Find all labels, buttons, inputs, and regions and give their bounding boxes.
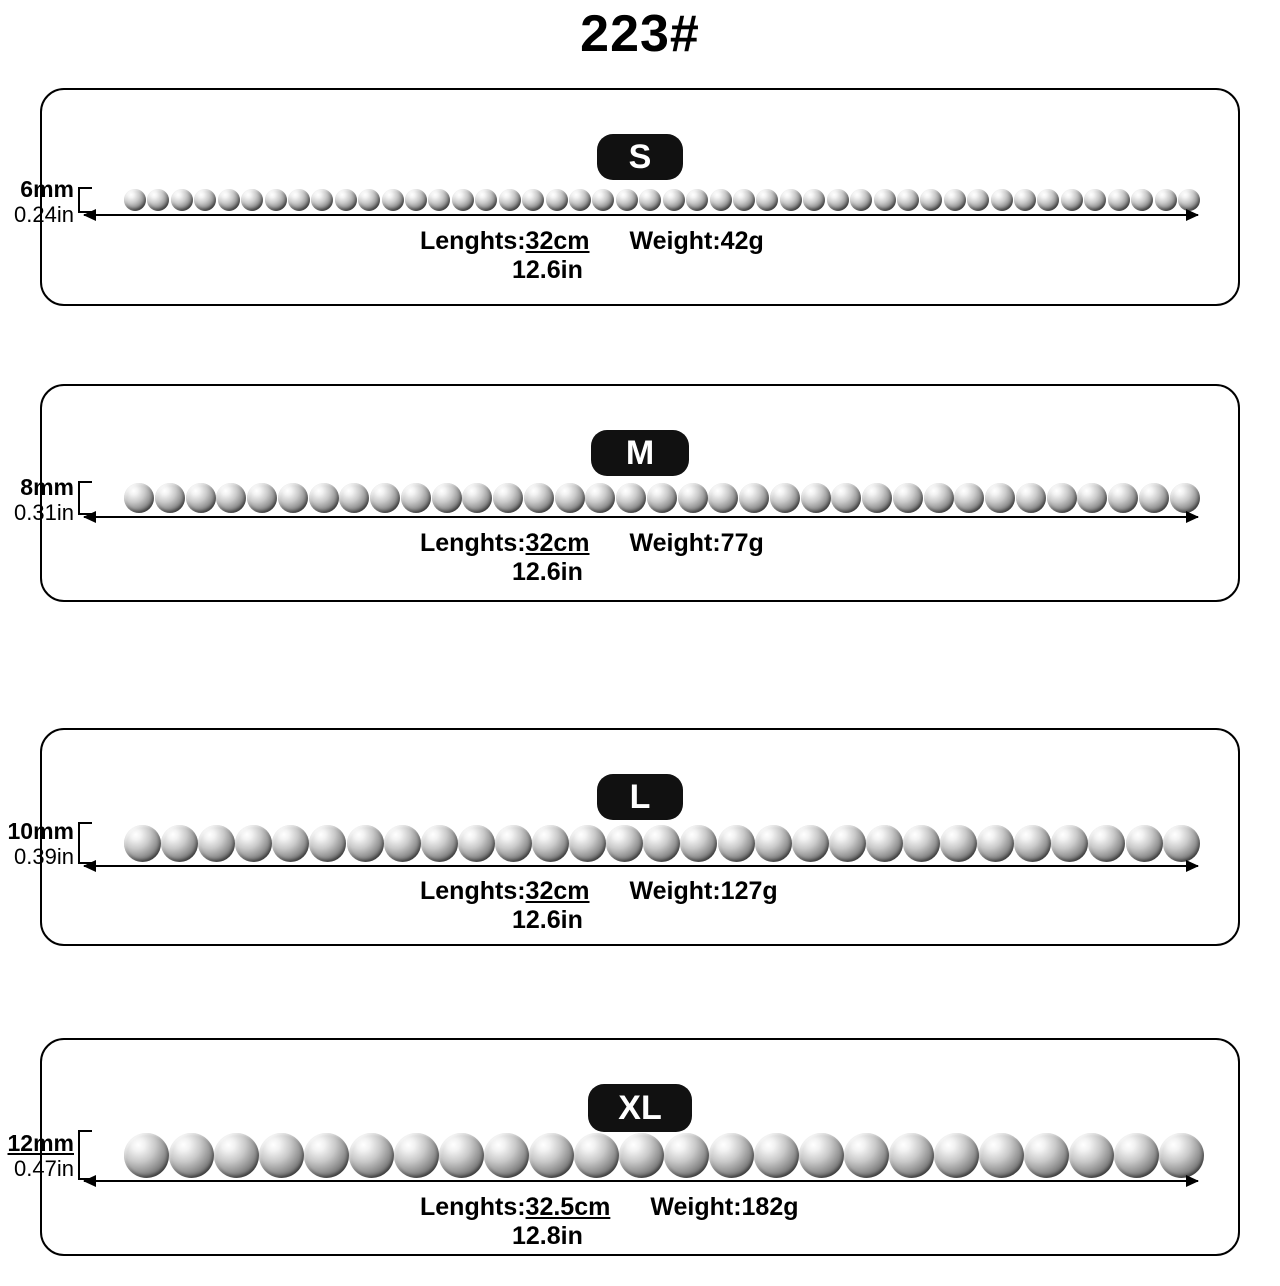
bead xyxy=(214,1133,259,1178)
length-label-l: Lenghts: xyxy=(420,877,526,905)
bead xyxy=(920,189,942,211)
bead xyxy=(680,825,717,862)
bead xyxy=(862,483,892,513)
bead xyxy=(1163,825,1200,862)
bead xyxy=(710,189,732,211)
bead xyxy=(569,825,606,862)
bead xyxy=(335,189,357,211)
diameter-in-label-s: 0.24in xyxy=(14,202,74,227)
bead-chain-s xyxy=(124,186,1200,214)
bead xyxy=(606,825,643,862)
bead xyxy=(194,189,216,211)
bead xyxy=(866,825,903,862)
bead xyxy=(1014,825,1051,862)
bead xyxy=(1178,189,1200,211)
bead xyxy=(934,1133,979,1178)
bead xyxy=(585,483,615,513)
bead xyxy=(1051,825,1088,862)
bead xyxy=(686,189,708,211)
length-in-m: 12.6in xyxy=(512,558,583,586)
bead xyxy=(241,189,263,211)
bead xyxy=(592,189,614,211)
bead xyxy=(309,825,346,862)
bead xyxy=(304,1133,349,1178)
diameter-in-label-m: 0.31in xyxy=(14,500,74,525)
bead xyxy=(755,825,792,862)
length-cm-m: 32cm xyxy=(525,529,590,557)
bead xyxy=(171,189,193,211)
size-badge-xl: XL xyxy=(588,1084,692,1132)
bead xyxy=(639,189,661,211)
bead xyxy=(1159,1133,1204,1178)
bead xyxy=(247,483,277,513)
bead xyxy=(1077,483,1107,513)
diameter-mm-label-l: 10mm xyxy=(7,818,74,844)
bead-chain-xl xyxy=(124,1129,1200,1181)
bead xyxy=(574,1133,619,1178)
bead xyxy=(309,483,339,513)
bead xyxy=(1069,1133,1114,1178)
bead xyxy=(924,483,954,513)
page-title: 223# xyxy=(580,5,700,63)
diameter-caliper-xl xyxy=(78,1130,92,1180)
bead xyxy=(1088,825,1125,862)
bead xyxy=(1047,483,1077,513)
bead xyxy=(347,825,384,862)
bead xyxy=(903,825,940,862)
bead xyxy=(944,189,966,211)
bead xyxy=(844,1133,889,1178)
bead xyxy=(977,825,1014,862)
length-in-xl: 12.8in xyxy=(512,1222,583,1250)
bead xyxy=(569,189,591,211)
bead xyxy=(756,189,778,211)
bead xyxy=(124,825,161,862)
bead xyxy=(1114,1133,1159,1178)
bead xyxy=(663,189,685,211)
bead xyxy=(893,483,923,513)
diameter-mm-label-s: 6mm xyxy=(20,176,74,202)
bead xyxy=(770,483,800,513)
bead xyxy=(1084,189,1106,211)
bead xyxy=(493,483,523,513)
bead xyxy=(278,483,308,513)
bead-chain-m xyxy=(124,480,1200,516)
diameter-mm-label-m: 8mm xyxy=(20,474,74,500)
bead xyxy=(439,1133,484,1178)
bead xyxy=(897,189,919,211)
bead xyxy=(216,483,246,513)
diameter-caliper-l xyxy=(78,822,92,864)
bead xyxy=(803,189,825,211)
bead xyxy=(1016,483,1046,513)
bead xyxy=(522,189,544,211)
bead xyxy=(169,1133,214,1178)
bead xyxy=(831,483,861,513)
length-cm-l: 32cm xyxy=(525,877,590,905)
bead xyxy=(1024,1133,1069,1178)
bead xyxy=(874,189,896,211)
bead xyxy=(739,483,769,513)
bead xyxy=(370,483,400,513)
bead xyxy=(421,825,458,862)
length-arrow-xl xyxy=(84,1180,1198,1182)
bead xyxy=(161,825,198,862)
diameter-in-label-l: 0.39in xyxy=(14,844,74,869)
diameter-in-label-xl: 0.47in xyxy=(14,1156,74,1181)
bead xyxy=(801,483,831,513)
bead xyxy=(678,483,708,513)
bead-chain-l xyxy=(124,821,1200,865)
bead xyxy=(475,189,497,211)
bead xyxy=(664,1133,709,1178)
bead xyxy=(394,1133,439,1178)
bead xyxy=(940,825,977,862)
weight-xl: Weight:182g xyxy=(650,1193,799,1221)
bead xyxy=(954,483,984,513)
bead xyxy=(147,189,169,211)
length-label-s: Lenghts: xyxy=(420,227,526,255)
length-cm-xl: 32.5cm xyxy=(525,1193,611,1221)
bead xyxy=(829,825,866,862)
bead xyxy=(1131,189,1153,211)
bead xyxy=(1061,189,1083,211)
length-cm-s: 32cm xyxy=(525,227,590,255)
bead xyxy=(259,1133,304,1178)
length-label-xl: Lenghts: xyxy=(420,1193,526,1221)
bead xyxy=(235,825,272,862)
size-panel-m xyxy=(14,384,1240,602)
bead xyxy=(643,825,680,862)
length-weight-line-l xyxy=(420,877,778,906)
bead xyxy=(985,483,1015,513)
bead xyxy=(754,1133,799,1178)
bead xyxy=(647,483,677,513)
bead xyxy=(382,189,404,211)
bead xyxy=(1014,189,1036,211)
bead xyxy=(967,189,989,211)
bead xyxy=(524,483,554,513)
bead xyxy=(555,483,585,513)
length-in-l: 12.6in xyxy=(512,906,583,934)
bead xyxy=(979,1133,1024,1178)
length-arrow-s xyxy=(84,214,1198,216)
bead xyxy=(1170,483,1200,513)
diameter-mm-label-xl: 12mm xyxy=(7,1130,74,1156)
bead xyxy=(1108,483,1138,513)
size-panel-l xyxy=(7,728,1240,946)
bead xyxy=(124,483,154,513)
bead xyxy=(358,189,380,211)
bead xyxy=(1108,189,1130,211)
bead xyxy=(616,483,646,513)
bead xyxy=(462,483,492,513)
bead xyxy=(428,189,450,211)
bead xyxy=(1037,189,1059,211)
bead xyxy=(708,483,738,513)
size-badge-l: L xyxy=(597,774,683,820)
bead xyxy=(311,189,333,211)
bead xyxy=(718,825,755,862)
weight-l: Weight:127g xyxy=(629,877,778,905)
bead xyxy=(432,483,462,513)
bead xyxy=(850,189,872,211)
bead xyxy=(827,189,849,211)
bead xyxy=(991,189,1013,211)
bead xyxy=(265,189,287,211)
bead xyxy=(709,1133,754,1178)
bead xyxy=(1126,825,1163,862)
length-in-s: 12.6in xyxy=(512,256,583,284)
bead xyxy=(484,1133,529,1178)
bead xyxy=(799,1133,844,1178)
size-badge-m: M xyxy=(591,430,689,476)
bead xyxy=(218,189,240,211)
bead xyxy=(155,483,185,513)
bead xyxy=(198,825,235,862)
length-arrow-m xyxy=(84,516,1198,518)
length-arrow-l xyxy=(84,865,1198,867)
size-panel-xl xyxy=(7,1038,1240,1256)
length-weight-line-xl xyxy=(420,1193,799,1222)
bead xyxy=(288,189,310,211)
bead xyxy=(339,483,369,513)
bead xyxy=(1139,483,1169,513)
bead xyxy=(546,189,568,211)
size-panel-s xyxy=(14,88,1240,306)
bead xyxy=(1155,189,1177,211)
length-weight-line-s xyxy=(420,227,764,256)
bead xyxy=(889,1133,934,1178)
bead xyxy=(733,189,755,211)
bead xyxy=(499,189,521,211)
bead xyxy=(780,189,802,211)
bead xyxy=(384,825,421,862)
weight-s: Weight:42g xyxy=(629,227,764,255)
bead xyxy=(452,189,474,211)
bead xyxy=(532,825,569,862)
bead xyxy=(458,825,495,862)
length-weight-line-m xyxy=(420,529,764,558)
size-badge-s: S xyxy=(597,134,683,180)
bead xyxy=(792,825,829,862)
bead xyxy=(495,825,532,862)
bead xyxy=(616,189,638,211)
bead xyxy=(619,1133,664,1178)
bead xyxy=(529,1133,574,1178)
bead xyxy=(349,1133,394,1178)
length-label-m: Lenghts: xyxy=(420,529,526,557)
bead xyxy=(124,189,146,211)
diameter-caliper-m xyxy=(78,481,92,515)
bead xyxy=(124,1133,169,1178)
bead xyxy=(405,189,427,211)
bead xyxy=(272,825,309,862)
weight-m: Weight:77g xyxy=(629,529,764,557)
bead xyxy=(186,483,216,513)
bead xyxy=(401,483,431,513)
